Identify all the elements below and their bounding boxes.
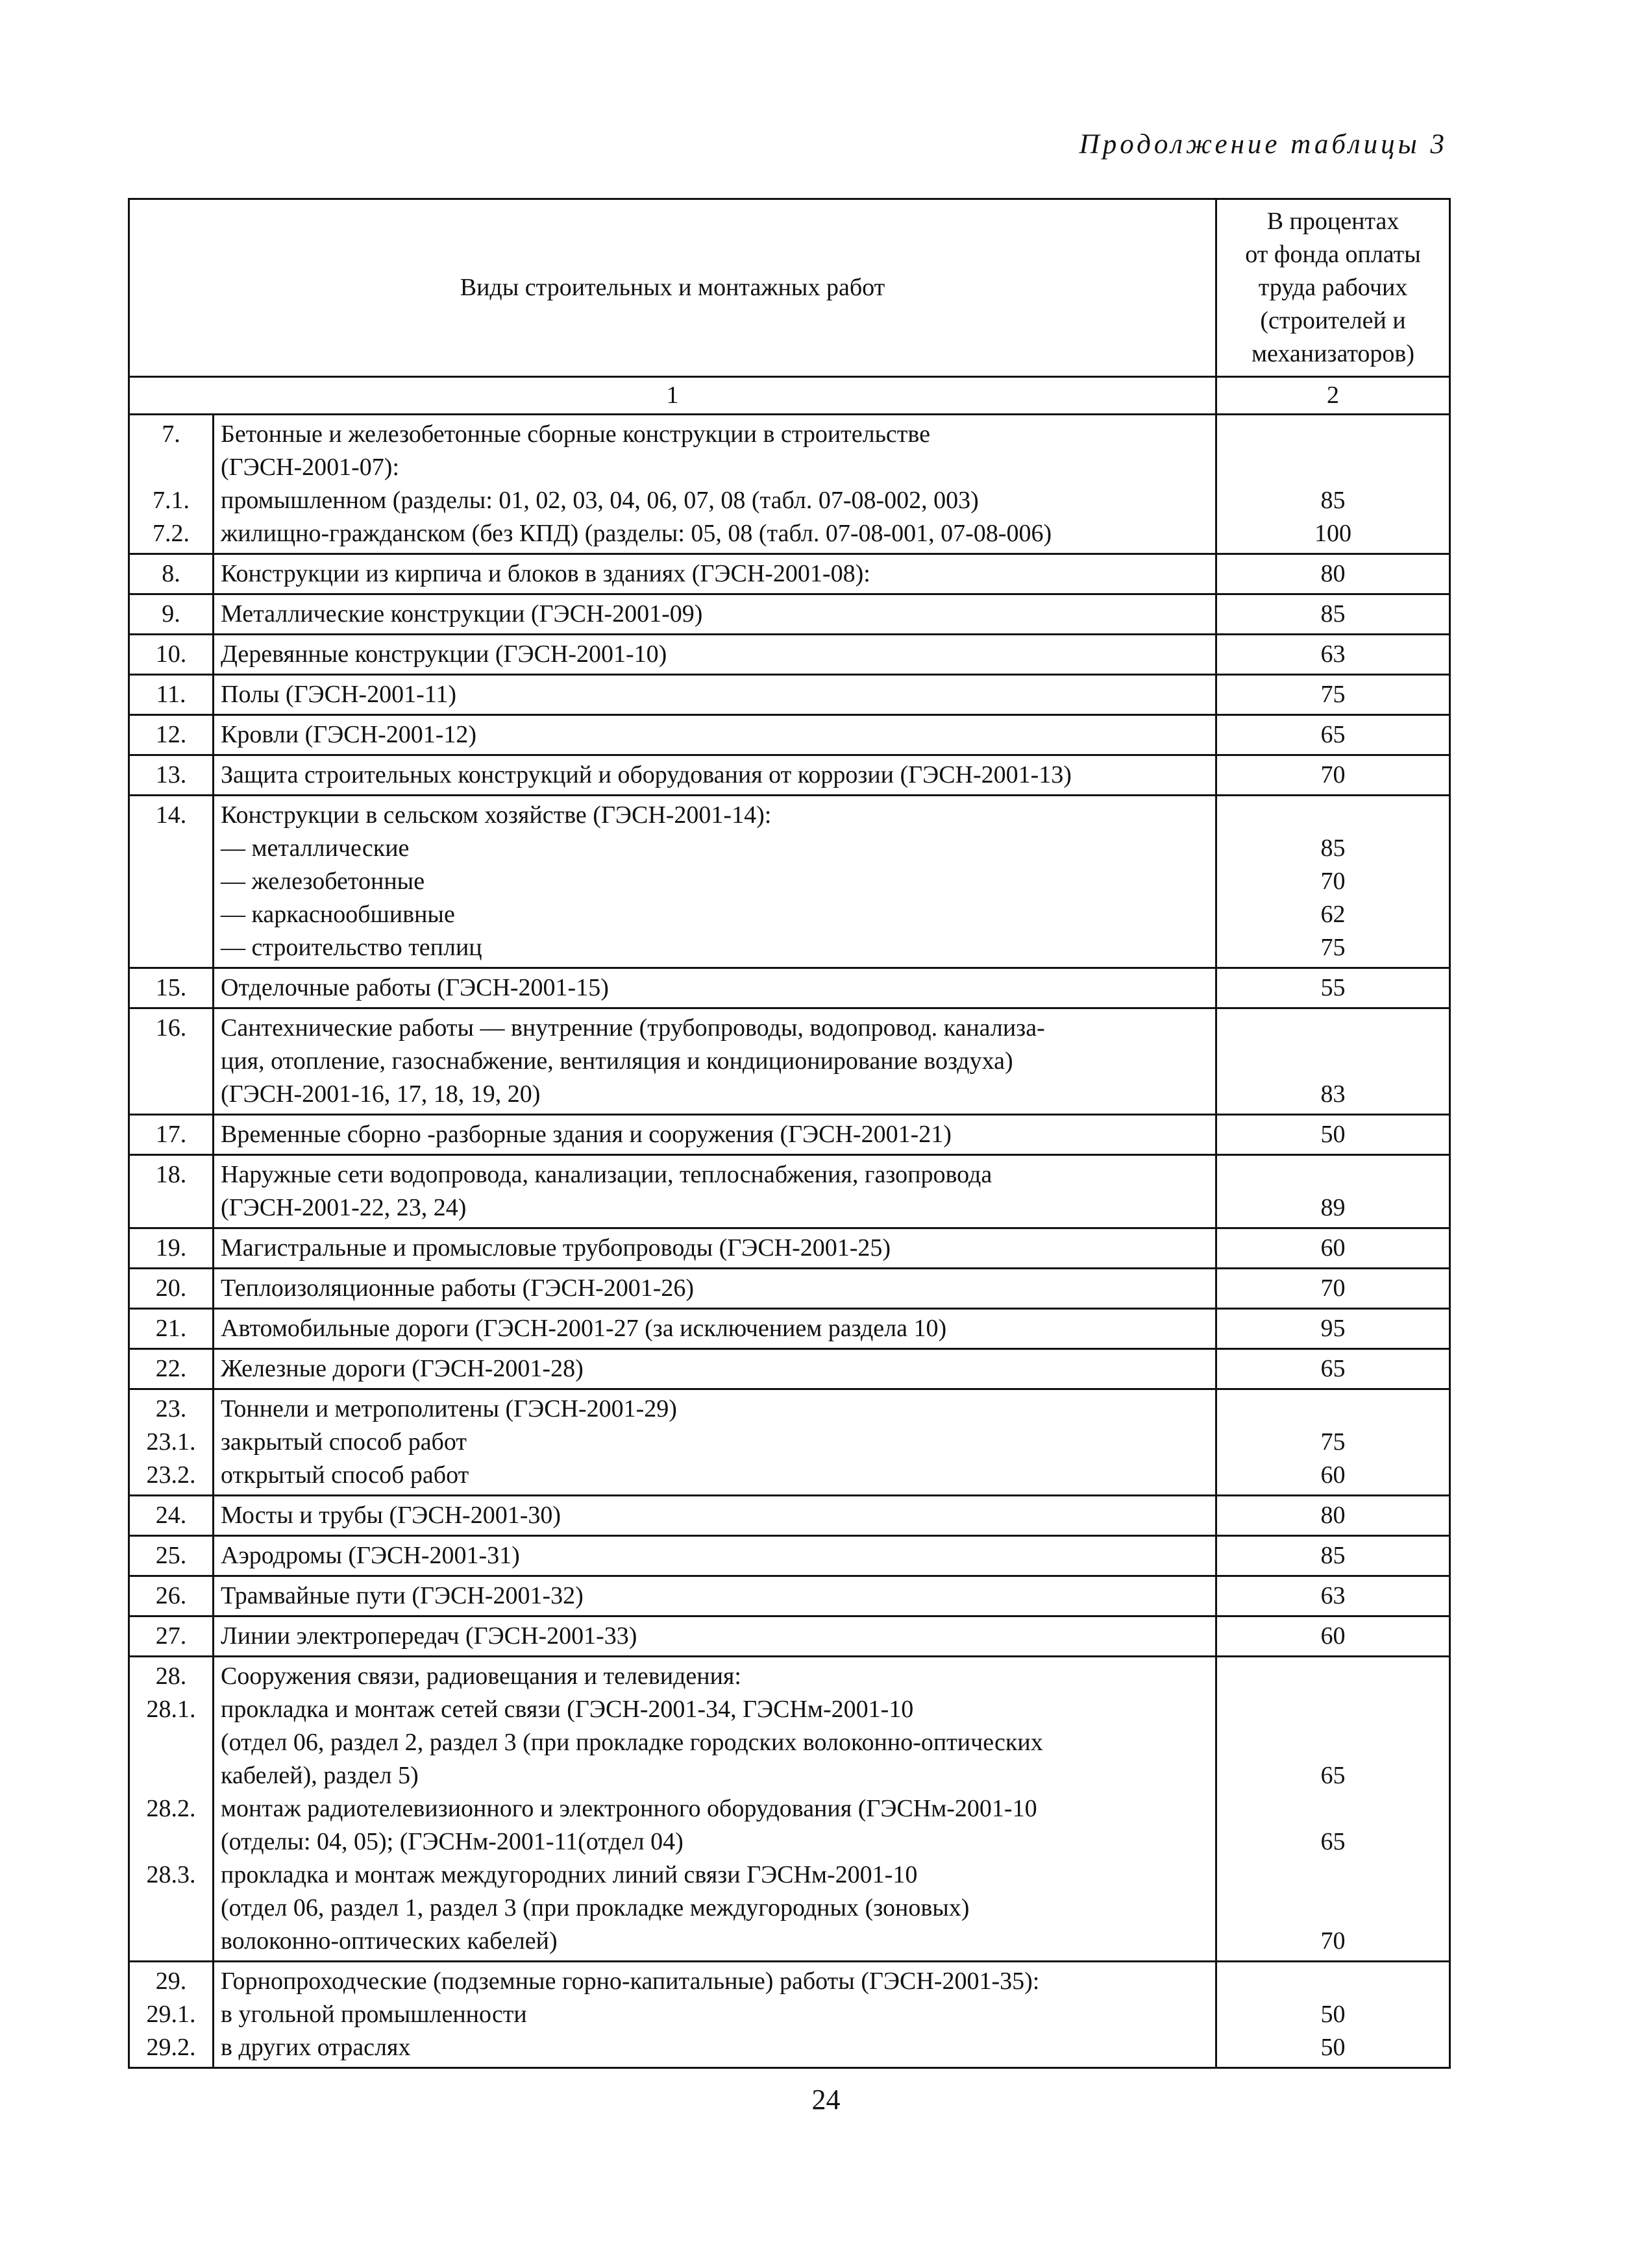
row-number: 8. <box>162 560 180 587</box>
column-number-1: 1 <box>129 377 1216 415</box>
table-row <box>129 755 1450 796</box>
row-description: (отдел 06, раздел 1, раздел 3 (при прокладке междугородных (зоновых) <box>221 1894 970 1921</box>
row-description-cell <box>214 1389 1216 1496</box>
header-percent-line: (строителей и <box>1260 307 1406 334</box>
row-description: (ГЭСН-2001-22, 23, 24) <box>221 1194 467 1221</box>
row-number-cell <box>129 1349 214 1389</box>
row-percent-cell <box>1216 715 1450 755</box>
empty-line <box>136 1759 206 1792</box>
row-percent-cell <box>1216 554 1450 594</box>
row-percent: 85 <box>1320 600 1346 628</box>
row-number-cell <box>129 1616 214 1657</box>
row-number: 23. <box>155 1395 187 1422</box>
row-description: кабелей), раздел 5) <box>221 1762 419 1789</box>
table-row <box>129 1349 1450 1389</box>
row-description-cell <box>214 1155 1216 1228</box>
row-percent: 50 <box>1320 2034 1346 2061</box>
row-description: Металлические конструкции (ГЭСН-2001-09) <box>221 600 703 628</box>
row-percent: 65 <box>1320 1762 1346 1789</box>
row-description-cell <box>214 554 1216 594</box>
row-number-cell <box>129 1309 214 1349</box>
row-number-cell <box>129 1962 214 2068</box>
row-percent-cell <box>1216 675 1450 715</box>
row-description: Сооружения связи, радиовещания и телевидения: <box>221 1663 741 1690</box>
row-description: (ГЭСН-2001-16, 17, 18, 19, 20) <box>221 1080 541 1108</box>
row-percent: 100 <box>1314 520 1352 547</box>
row-number-cell <box>129 675 214 715</box>
row-percent-cell <box>1216 635 1450 675</box>
row-number: 28.2. <box>146 1795 196 1822</box>
empty-line <box>1224 1726 1442 1759</box>
row-percent: 50 <box>1320 2001 1346 2028</box>
row-description-cell <box>214 1576 1216 1616</box>
table-row <box>129 675 1450 715</box>
row-description: Конструкции в сельском хозяйстве (ГЭСН-2001-14): <box>221 801 772 829</box>
empty-line <box>1224 1892 1442 1925</box>
row-description: — металлические <box>221 835 410 862</box>
row-number: 22. <box>155 1355 187 1382</box>
row-description-cell <box>214 635 1216 675</box>
row-number: 13. <box>155 761 187 788</box>
row-description: (отделы: 04, 05); (ГЭСНм-2001-11(отдел 04) <box>221 1828 684 1855</box>
row-number: 11. <box>156 681 186 708</box>
row-description: промышленном (разделы: 01, 02, 03, 04, 06, 07, 08 (табл. 07-08-002, 003) <box>221 487 979 514</box>
table-row <box>129 1155 1450 1228</box>
row-number-cell <box>129 1536 214 1576</box>
table-row <box>129 1008 1450 1115</box>
table-row <box>129 715 1450 755</box>
row-description: Мосты и трубы (ГЭСН-2001-30) <box>221 1502 561 1529</box>
row-number-cell <box>129 1657 214 1962</box>
column-number-row <box>129 377 1450 415</box>
row-description: волоконно-оптических кабелей) <box>221 1927 558 1955</box>
row-number: 25. <box>155 1542 187 1569</box>
row-number-cell <box>129 968 214 1008</box>
row-number: 10. <box>155 640 187 668</box>
column-number-2: 2 <box>1216 377 1450 415</box>
header-percent-line: труда рабочих <box>1258 274 1408 301</box>
row-description: Кровли (ГЭСН-2001-12) <box>221 721 477 748</box>
row-number-cell <box>129 1496 214 1536</box>
row-percent-cell <box>1216 1269 1450 1309</box>
row-number: 12. <box>155 721 187 748</box>
row-percent: 70 <box>1320 1274 1346 1302</box>
row-number: 26. <box>155 1582 187 1609</box>
empty-line <box>136 451 206 484</box>
row-number-cell <box>129 715 214 755</box>
row-percent: 70 <box>1320 868 1346 895</box>
row-percent: 63 <box>1320 640 1346 668</box>
row-description-cell <box>214 755 1216 796</box>
table-row <box>129 1616 1450 1657</box>
empty-line <box>1224 1045 1442 1078</box>
empty-line <box>136 1045 206 1078</box>
header-percent <box>1216 199 1450 377</box>
row-description: монтаж радиотелевизионного и электронного оборудования (ГЭСНм-2001-10 <box>221 1795 1037 1822</box>
row-percent: 70 <box>1320 1927 1346 1955</box>
empty-line <box>136 1078 206 1111</box>
row-percent: 89 <box>1320 1194 1346 1221</box>
row-number: 14. <box>155 801 187 829</box>
header-row <box>129 199 1450 377</box>
table-row <box>129 968 1450 1008</box>
row-description: Конструкции из кирпича и блоков в зданиях (ГЭСН-2001-08): <box>221 560 870 587</box>
table-row <box>129 635 1450 675</box>
row-description-cell <box>214 1349 1216 1389</box>
empty-line <box>1224 1393 1442 1426</box>
empty-line <box>1224 1792 1442 1825</box>
row-description-cell <box>214 1536 1216 1576</box>
row-number-cell <box>129 415 214 554</box>
row-percent-cell <box>1216 1536 1450 1576</box>
row-percent: 75 <box>1320 681 1346 708</box>
row-description: прокладка и монтаж сетей связи (ГЭСН-2001-34, ГЭСНм-2001-10 <box>221 1696 914 1723</box>
row-number: 16. <box>155 1014 187 1042</box>
row-percent-cell <box>1216 968 1450 1008</box>
table-row <box>129 1536 1450 1576</box>
row-description-cell <box>214 796 1216 968</box>
table-row <box>129 415 1450 554</box>
row-description: — железобетонные <box>221 868 425 895</box>
row-number-cell <box>129 594 214 635</box>
row-description: закрытый способ работ <box>221 1428 467 1456</box>
row-number: 7. <box>162 421 180 448</box>
row-percent: 80 <box>1320 560 1346 587</box>
row-percent-cell <box>1216 1349 1450 1389</box>
row-number: 15. <box>155 974 187 1001</box>
row-percent-cell <box>1216 1008 1450 1115</box>
row-percent-cell <box>1216 1228 1450 1269</box>
header-percent-line: В процентах <box>1266 208 1399 235</box>
row-description: в угольной промышленности <box>221 2001 527 2028</box>
empty-line <box>1224 1660 1442 1693</box>
row-number-cell <box>129 1008 214 1115</box>
row-percent-cell <box>1216 1155 1450 1228</box>
row-number: 23.2. <box>146 1461 196 1489</box>
row-description: Линии электропередач (ГЭСН-2001-33) <box>221 1622 637 1650</box>
row-percent: 75 <box>1320 1428 1346 1456</box>
row-number: 7.1. <box>153 487 190 514</box>
row-number: 24. <box>155 1502 187 1529</box>
table-row <box>129 554 1450 594</box>
row-number: 20. <box>155 1274 187 1302</box>
table-row <box>129 1309 1450 1349</box>
row-number: 29.1. <box>146 2001 196 2028</box>
row-description-cell <box>214 1962 1216 2068</box>
row-percent: 85 <box>1320 835 1346 862</box>
row-percent-cell <box>1216 1115 1450 1155</box>
row-description: Бетонные и железобетонные сборные конструкции в строительстве <box>221 421 930 448</box>
row-number: 28.1. <box>146 1696 196 1723</box>
row-percent: 65 <box>1320 1828 1346 1855</box>
row-percent-cell <box>1216 796 1450 968</box>
row-description: Горнопроходческие (подземные горно-капитальные) работы (ГЭСН-2001-35): <box>221 1968 1040 1995</box>
row-description-cell <box>214 1657 1216 1962</box>
row-percent: 85 <box>1320 487 1346 514</box>
row-number: 28. <box>155 1663 187 1690</box>
table-row <box>129 1657 1450 1962</box>
empty-line <box>1224 799 1442 832</box>
empty-line <box>1224 1012 1442 1045</box>
row-description: Аэродромы (ГЭСН-2001-31) <box>221 1542 520 1569</box>
row-description-cell <box>214 715 1216 755</box>
row-number-cell <box>129 755 214 796</box>
row-description: жилищно-гражданском (без КПД) (разделы: 05, 08 (табл. 07-08-001, 07-08-006) <box>221 520 1052 547</box>
page-number: 24 <box>811 2084 841 2116</box>
norms-table <box>128 198 1451 2069</box>
header-work-types: Виды строительных и монтажных работ <box>129 199 1216 377</box>
empty-line <box>1224 1158 1442 1191</box>
header-percent-line: от фонда оплаты <box>1245 241 1421 268</box>
row-description: — строительство теплиц <box>221 934 482 961</box>
row-number: 29. <box>155 1968 187 1995</box>
row-description: Трамвайные пути (ГЭСН-2001-32) <box>221 1582 584 1609</box>
row-percent: 62 <box>1320 901 1346 928</box>
row-description: Магистральные и промысловые трубопроводы (ГЭСН-2001-25) <box>221 1234 891 1262</box>
row-percent-cell <box>1216 1309 1450 1349</box>
empty-line <box>1224 1693 1442 1726</box>
row-percent: 65 <box>1320 1355 1346 1382</box>
empty-line <box>1224 418 1442 451</box>
row-percent: 85 <box>1320 1542 1346 1569</box>
row-number-cell <box>129 554 214 594</box>
row-description-cell <box>214 1008 1216 1115</box>
table-row <box>129 594 1450 635</box>
empty-line <box>136 1191 206 1225</box>
table-row <box>129 1576 1450 1616</box>
row-description: (отдел 06, раздел 2, раздел 3 (при прокладке городских волоконно-оптических <box>221 1729 1043 1756</box>
table-row <box>129 1496 1450 1536</box>
row-description-cell <box>214 1269 1216 1309</box>
row-percent-cell <box>1216 1657 1450 1962</box>
row-number: 17. <box>155 1121 187 1148</box>
row-number: 27. <box>155 1622 187 1650</box>
row-description: ция, отопление, газоснабжение, вентиляция и кондиционирование воздуха) <box>221 1047 1013 1075</box>
row-number-cell <box>129 1576 214 1616</box>
row-percent-cell <box>1216 1616 1450 1657</box>
row-number: 19. <box>155 1234 187 1262</box>
row-description: прокладка и монтаж междугородних линий связи ГЭСНм-2001-10 <box>221 1861 918 1888</box>
table-row <box>129 796 1450 968</box>
row-number: 29.2. <box>146 2034 196 2061</box>
row-description-cell <box>214 1309 1216 1349</box>
row-number-cell <box>129 1269 214 1309</box>
row-percent-cell <box>1216 594 1450 635</box>
row-description: Полы (ГЭСН-2001-11) <box>221 681 456 708</box>
row-number-cell <box>129 1155 214 1228</box>
table-row <box>129 1228 1450 1269</box>
empty-line <box>136 898 206 931</box>
row-number-cell <box>129 635 214 675</box>
row-number: 7.2. <box>153 520 190 547</box>
row-percent: 70 <box>1320 761 1346 788</box>
row-number-cell <box>129 1228 214 1269</box>
row-number: 23.1. <box>146 1428 196 1456</box>
row-number: 28.3. <box>146 1861 196 1888</box>
row-percent: 50 <box>1320 1121 1346 1148</box>
row-percent-cell <box>1216 415 1450 554</box>
row-number: 9. <box>162 600 180 628</box>
table-caption: Продолжение таблицы 3 <box>1079 129 1448 160</box>
row-percent: 60 <box>1320 1234 1346 1262</box>
table-row <box>129 1269 1450 1309</box>
row-description: Защита строительных конструкций и оборудования от коррозии (ГЭСН-2001-13) <box>221 761 1072 788</box>
row-description: (ГЭСН-2001-07): <box>221 454 400 481</box>
empty-line <box>136 1892 206 1925</box>
table-row <box>129 1389 1450 1496</box>
row-description-cell <box>214 1115 1216 1155</box>
row-number: 21. <box>155 1315 187 1342</box>
row-number-cell <box>129 796 214 968</box>
row-description-cell <box>214 968 1216 1008</box>
empty-line <box>1224 1859 1442 1892</box>
row-percent: 95 <box>1320 1315 1346 1342</box>
row-description-cell <box>214 1616 1216 1657</box>
row-percent: 83 <box>1320 1080 1346 1108</box>
empty-line <box>1224 1965 1442 1998</box>
empty-line <box>136 931 206 964</box>
row-percent: 63 <box>1320 1582 1346 1609</box>
table-row <box>129 1962 1450 2068</box>
empty-line <box>136 1925 206 1958</box>
row-description: Автомобильные дороги (ГЭСН-2001-27 (за исключением раздела 10) <box>221 1315 947 1342</box>
row-description-cell <box>214 675 1216 715</box>
row-percent: 60 <box>1320 1461 1346 1489</box>
row-number-cell <box>129 1389 214 1496</box>
row-description: в других отраслях <box>221 2034 411 2061</box>
empty-line <box>136 865 206 898</box>
row-description: открытый способ работ <box>221 1461 469 1489</box>
row-description: Сантехнические работы — внутренние (трубопроводы, водопровод. канализа- <box>221 1014 1045 1042</box>
row-number-cell <box>129 1115 214 1155</box>
row-description-cell <box>214 415 1216 554</box>
row-description-cell <box>214 1496 1216 1536</box>
row-percent-cell <box>1216 1576 1450 1616</box>
row-percent-cell <box>1216 1962 1450 2068</box>
row-description: Временные сборно -разборные здания и сооружения (ГЭСН-2001-21) <box>221 1121 952 1148</box>
row-description: Отделочные работы (ГЭСН-2001-15) <box>221 974 609 1001</box>
row-percent: 65 <box>1320 721 1346 748</box>
row-description: Железные дороги (ГЭСН-2001-28) <box>221 1355 584 1382</box>
header-percent-line: механизаторов) <box>1251 340 1415 367</box>
row-description: Теплоизоляционные работы (ГЭСН-2001-26) <box>221 1274 695 1302</box>
row-percent-cell <box>1216 1496 1450 1536</box>
table-row <box>129 1115 1450 1155</box>
row-percent: 80 <box>1320 1502 1346 1529</box>
row-percent-cell <box>1216 1389 1450 1496</box>
row-description: — каркаснообшивные <box>221 901 455 928</box>
row-percent: 75 <box>1320 934 1346 961</box>
row-description: Деревянные конструкции (ГЭСН-2001-10) <box>221 640 667 668</box>
empty-line <box>136 832 206 865</box>
row-description: Наружные сети водопровода, канализации, теплоснабжения, газопровода <box>221 1161 992 1188</box>
row-percent-cell <box>1216 755 1450 796</box>
row-number: 18. <box>155 1161 187 1188</box>
row-description-cell <box>214 1228 1216 1269</box>
row-percent: 60 <box>1320 1622 1346 1650</box>
empty-line <box>136 1726 206 1759</box>
row-description: Тоннели и метрополитены (ГЭСН-2001-29) <box>221 1395 677 1422</box>
empty-line <box>1224 451 1442 484</box>
empty-line <box>136 1825 206 1859</box>
row-description-cell <box>214 594 1216 635</box>
row-percent: 55 <box>1320 974 1346 1001</box>
